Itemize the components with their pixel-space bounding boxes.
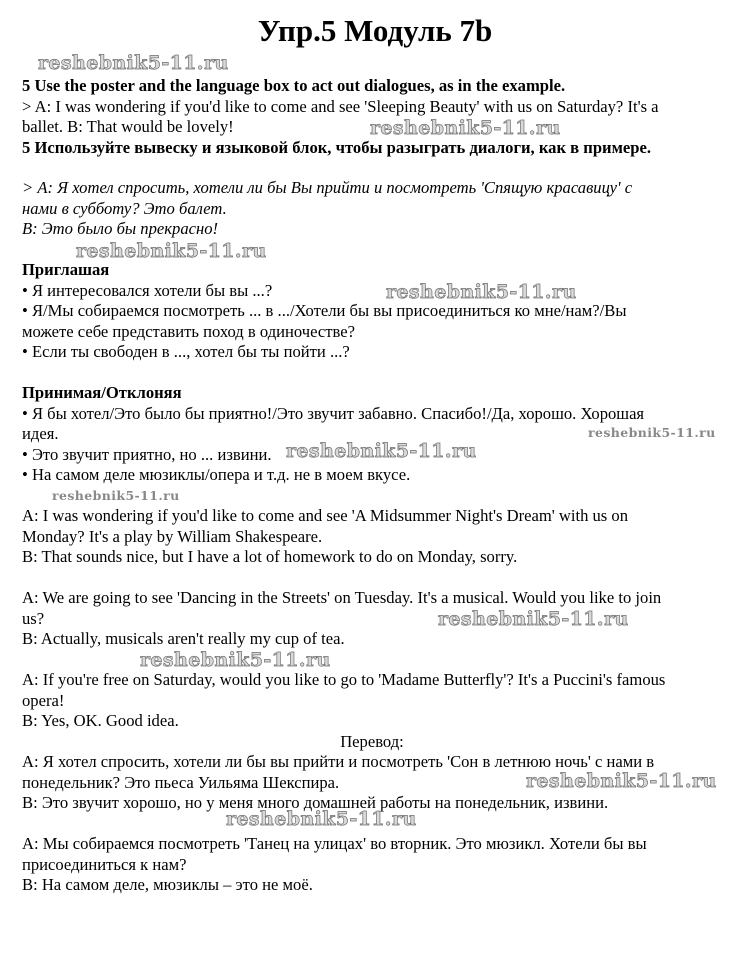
inviting-bullet: • Если ты свободен в ..., хотел бы ты пойти ...?: [22, 342, 350, 361]
translation-line: понедельник? Это пьеса Уильяма Шекспира.: [22, 772, 340, 792]
watermark: reshebnik5-11.ru: [76, 240, 267, 262]
translation-line: А: Я хотел спросить, хотели ли бы вы прийти и посмотреть 'Сон в летнюю ночь' с нами в: [22, 752, 655, 771]
page-title: Упр.5 Модуль 7b: [257, 13, 493, 48]
translation-line: присоединиться к нам?: [22, 854, 187, 874]
example-russian-line: > А: Я хотел спросить, хотели ли бы Вы прийти и посмотреть 'Спящую красавицу' с: [22, 178, 633, 197]
translation-line: В: Это звучит хорошо, но у меня много домашней работы на понедельник, извини.: [22, 793, 609, 812]
watermark: reshebnik5-11.ru: [588, 425, 716, 440]
watermark: reshebnik5-11.ru: [286, 440, 477, 462]
watermark: reshebnik5-11.ru: [52, 488, 180, 503]
example-russian-block: [22, 178, 722, 240]
watermark: reshebnik5-11.ru: [526, 770, 717, 792]
responding-heading: Принимая/Отклоняя: [22, 383, 182, 402]
responding-bullet: • Это звучит приятно, но ... извини.: [22, 444, 272, 464]
example-russian-line: В: Это было бы прекрасно!: [22, 219, 219, 238]
dialogue-line: A: If you're free on Saturday, would you like to go to 'Madame Butterfly'? It's a Puccini's famous: [22, 670, 666, 689]
inviting-bullet: • Я/Мы собираемся посмотреть ... в .../Хотели бы вы присоединиться ко мне/нам?/Вы: [22, 301, 627, 320]
responding-bullet: • На самом деле мюзиклы/опера и т.д. не в моем вкусе.: [22, 465, 411, 484]
dialogue-line: B: Actually, musicals aren't really my cup of tea.: [22, 629, 345, 648]
translation-dialogue-2: [22, 834, 722, 896]
inviting-heading: Приглашая: [22, 260, 110, 279]
dialogue-english-3: [22, 670, 722, 732]
watermark: reshebnik5-11.ru: [370, 117, 561, 139]
task-english-heading: 5 Use the poster and the language box to act out dialogues, as in the example.: [22, 76, 566, 95]
watermark: reshebnik5-11.ru: [140, 649, 331, 671]
inviting-section: [22, 260, 722, 363]
dialogue-line: B: Yes, OK. Good idea.: [22, 711, 179, 730]
translation-line: В: На самом деле, мюзиклы – это не моё.: [22, 875, 313, 894]
translation-heading: Перевод:: [340, 732, 404, 751]
task-russian-heading: 5 Используйте вывеску и языковой блок, чтобы разыграть диалоги, как в примере.: [22, 137, 652, 157]
inviting-bullet-continued: можете себе представить поход в одиночестве?: [22, 321, 355, 341]
dialogue-line: B: That sounds nice, but I have a lot of homework to do on Monday, sorry.: [22, 547, 518, 566]
inviting-bullet: • Я интересовался хотели бы вы ...?: [22, 280, 273, 300]
watermark: reshebnik5-11.ru: [38, 52, 229, 74]
dialogue-line: opera!: [22, 690, 65, 710]
translation-line: А: Мы собираемся посмотреть 'Танец на улицах' во вторник. Это мюзикл. Хотели бы вы: [22, 834, 647, 853]
dialogue-line: us?: [22, 608, 45, 628]
example-english-line: > A: I was wondering if you'd like to come and see 'Sleeping Beauty' with us on Saturday? It's a: [22, 96, 659, 116]
responding-bullet: • Я бы хотел/Это было бы приятно!/Это звучит забавно. Спасибо!/Да, хорошо. Хорошая: [22, 403, 645, 423]
watermark: reshebnik5-11.ru: [226, 808, 417, 830]
dialogue-english-1: [22, 506, 722, 568]
watermark: reshebnik5-11.ru: [386, 281, 577, 303]
example-russian-line: нами в субботу? Это балет.: [22, 198, 227, 218]
dialogue-line: A: I was wondering if you'd like to come and see 'A Midsummer Night's Dream' with us on: [22, 506, 629, 525]
responding-bullet-continued: идея.: [22, 424, 59, 443]
watermark: reshebnik5-11.ru: [438, 608, 629, 630]
example-english-line: ballet. B: That would be lovely!: [22, 117, 234, 136]
dialogue-line: A: We are going to see 'Dancing in the Streets' on Tuesday. It's a musical. Would you like to join: [22, 588, 662, 607]
dialogue-line: Monday? It's a play by William Shakespeare.: [22, 526, 323, 546]
